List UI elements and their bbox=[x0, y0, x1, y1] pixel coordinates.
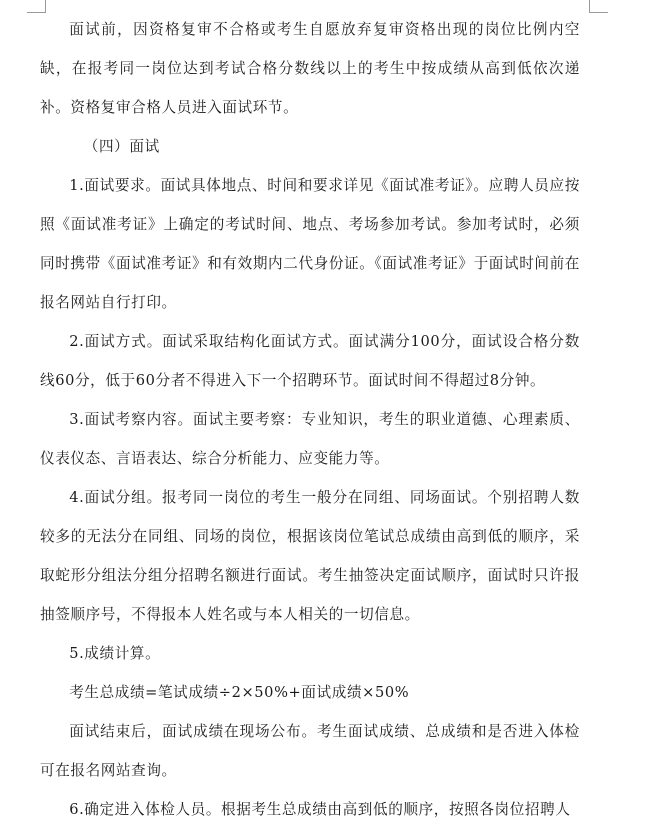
paragraph-score-publication: 面试结束后，面试成绩在现场公布。考生面试成绩、总成绩和是否进入体检可在报名网站查询。 bbox=[40, 723, 580, 779]
paragraph-interview-content: 3.面试考察内容。面试主要考察：专业知识，考生的职业道德、心理素质、仪表仪态、言语表达、综合分析能力、应变能力等。 bbox=[40, 411, 580, 467]
paragraph-score-calculation-heading: 5.成绩计算。 bbox=[69, 645, 161, 662]
section-heading-interview: （四）面试 bbox=[83, 138, 160, 155]
paragraph-physical-exam: 6.确定进入体检人员。根据考生总成绩由高到低的顺序，按照各岗位招聘人 bbox=[69, 801, 571, 818]
document-body bbox=[40, 10, 580, 829]
score-formula: 考生总成绩=笔试成绩÷2×50%+面试成绩×50% bbox=[69, 684, 410, 701]
paragraph-qualification-review: 面试前，因资格复审不合格或考生自愿放弃复审资格出现的岗位比例内空缺，在报考同一岗位达到考试合格分数线以上的考生中按成绩从高到低依次递补。资格复审合格人员进入面试环节。 bbox=[40, 21, 580, 116]
paragraph-interview-grouping: 4.面试分组。报考同一岗位的考生一般分在同组、同场面试。个别招聘人数较多的无法分在同组、同场的岗位，根据该岗位笔试总成绩由高到低的顺序，采取蛇形分组法分组分招聘名额进行面试。考生抽签决定面试顺序，面试时只许报抽签顺序号，不得报本人姓名或与本人相关的一切信息。 bbox=[40, 489, 580, 623]
paragraph-interview-requirements: 1.面试要求。面试具体地点、时间和要求详见《面试准考证》。应聘人员应按照《面试准考证》上确定的考试时间、地点、考场参加考试。参加考试时，必须同时携带《面试准考证》和有效期内二代身份证。《面试准考证》于面试时间前在报名网站自行打印。 bbox=[40, 177, 580, 311]
paragraph-interview-method: 2.面试方式。面试采取结构化面试方式。面试满分100分，面试设合格分数线60分，低于60分者不得进入下一个招聘环节。面试时间不得超过8分钟。 bbox=[40, 333, 580, 389]
page-corner-mark-top-right bbox=[589, 0, 608, 13]
